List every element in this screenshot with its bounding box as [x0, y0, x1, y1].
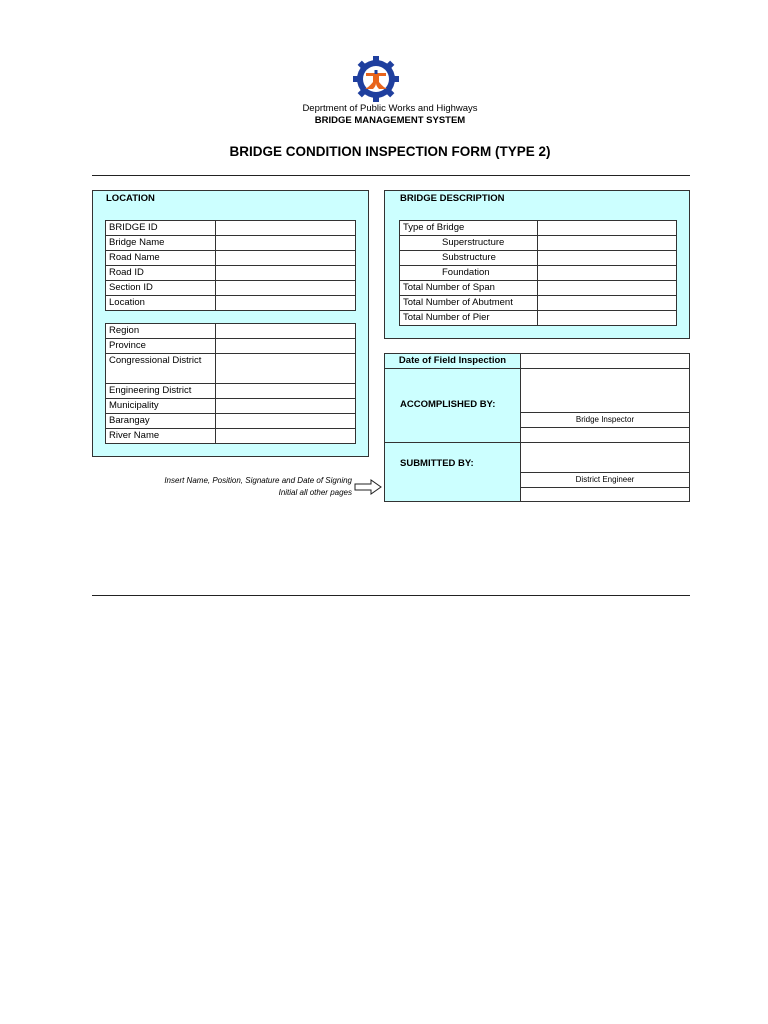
- table-row: [400, 281, 677, 296]
- field-label: Total Number of Pier: [400, 311, 538, 326]
- submitted-by-date-field[interactable]: [521, 488, 689, 501]
- type-of-bridge-field[interactable]: [538, 221, 677, 236]
- table-row: [106, 281, 356, 296]
- field-label: Foundation: [400, 266, 538, 281]
- table-row: [400, 251, 677, 266]
- note-line-1: Insert Name, Position, Signature and Date of Signing: [164, 476, 352, 485]
- accomplished-by-label: ACCOMPLISHED BY:: [385, 369, 521, 443]
- arrow-right-icon: [354, 479, 382, 495]
- field-label: Barangay: [106, 414, 216, 429]
- total-abutment-field[interactable]: [538, 296, 677, 311]
- field-label: Substructure: [400, 251, 538, 266]
- table-row: [400, 296, 677, 311]
- form-title: BRIDGE CONDITION INSPECTION FORM (TYPE 2): [229, 144, 551, 159]
- table-row: [106, 296, 356, 311]
- field-label: Municipality: [106, 399, 216, 414]
- region-field[interactable]: [216, 324, 356, 339]
- date-inspection-field[interactable]: [521, 354, 689, 369]
- accomplished-by-date-field[interactable]: [521, 428, 689, 442]
- table-row: [400, 311, 677, 326]
- district-engineer-caption: District Engineer: [521, 473, 689, 487]
- road-id-field[interactable]: [216, 266, 356, 281]
- agency-header: [240, 103, 540, 127]
- note-line-2: Initial all other pages: [278, 488, 352, 497]
- table-row: [400, 221, 677, 236]
- location-table-1: [105, 220, 356, 311]
- signing-instruction-note: [120, 475, 352, 499]
- accomplished-by-signature-field[interactable]: [521, 369, 689, 412]
- field-label: River Name: [106, 429, 216, 444]
- field-label: Road Name: [106, 251, 216, 266]
- foundation-field[interactable]: [538, 266, 677, 281]
- field-label: Section ID: [106, 281, 216, 296]
- table-row: [106, 266, 356, 281]
- table-row: [400, 236, 677, 251]
- bridge-id-field[interactable]: [216, 221, 356, 236]
- engineering-district-field[interactable]: [216, 384, 356, 399]
- table-row: [106, 399, 356, 414]
- table-row: [106, 429, 356, 444]
- signoff-block: [384, 353, 690, 502]
- location-table-2: [105, 323, 356, 444]
- location-field[interactable]: [216, 296, 356, 311]
- field-label: Congressional District: [106, 354, 216, 384]
- superstructure-field[interactable]: [538, 236, 677, 251]
- table-row: [106, 221, 356, 236]
- field-label: Type of Bridge: [400, 221, 538, 236]
- municipality-field[interactable]: [216, 399, 356, 414]
- bridge-description-table: [399, 220, 677, 326]
- river-name-field[interactable]: [216, 429, 356, 444]
- bottom-divider: [92, 595, 690, 596]
- bridge-description-heading: BRIDGE DESCRIPTION: [400, 193, 505, 204]
- table-row: [106, 251, 356, 266]
- date-inspection-label: Date of Field Inspection: [385, 354, 521, 369]
- total-pier-field[interactable]: [538, 311, 677, 326]
- road-name-field[interactable]: [216, 251, 356, 266]
- agency-name: Deprtment of Public Works and Highways: [302, 103, 478, 114]
- field-label: Engineering District: [106, 384, 216, 399]
- table-row: [106, 414, 356, 429]
- table-row: [106, 384, 356, 399]
- top-divider: [92, 175, 690, 176]
- dpwh-logo: [353, 56, 399, 102]
- province-field[interactable]: [216, 339, 356, 354]
- field-label: Bridge Name: [106, 236, 216, 251]
- section-id-field[interactable]: [216, 281, 356, 296]
- table-row: [400, 266, 677, 281]
- table-row: [106, 236, 356, 251]
- bridge-name-field[interactable]: [216, 236, 356, 251]
- field-label: Total Number of Span: [400, 281, 538, 296]
- system-name: BRIDGE MANAGEMENT SYSTEM: [314, 115, 466, 126]
- field-label: Region: [106, 324, 216, 339]
- bridge-description-panel: [384, 190, 690, 339]
- field-label: Total Number of Abutment: [400, 296, 538, 311]
- table-row: [106, 324, 356, 339]
- congressional-district-field[interactable]: [216, 354, 356, 384]
- table-row: [106, 354, 356, 384]
- barangay-field[interactable]: [216, 414, 356, 429]
- field-label: BRIDGE ID: [106, 221, 216, 236]
- total-span-field[interactable]: [538, 281, 677, 296]
- field-label: Road ID: [106, 266, 216, 281]
- field-label: Superstructure: [400, 236, 538, 251]
- field-label: Location: [106, 296, 216, 311]
- substructure-field[interactable]: [538, 251, 677, 266]
- submitted-by-label: SUBMITTED BY:: [385, 443, 521, 501]
- location-panel: [92, 190, 369, 457]
- field-label: Province: [106, 339, 216, 354]
- table-row: [106, 339, 356, 354]
- location-heading: LOCATION: [106, 193, 155, 204]
- submitted-by-signature-field[interactable]: [521, 443, 689, 472]
- bridge-inspector-caption: Bridge Inspector: [521, 413, 689, 427]
